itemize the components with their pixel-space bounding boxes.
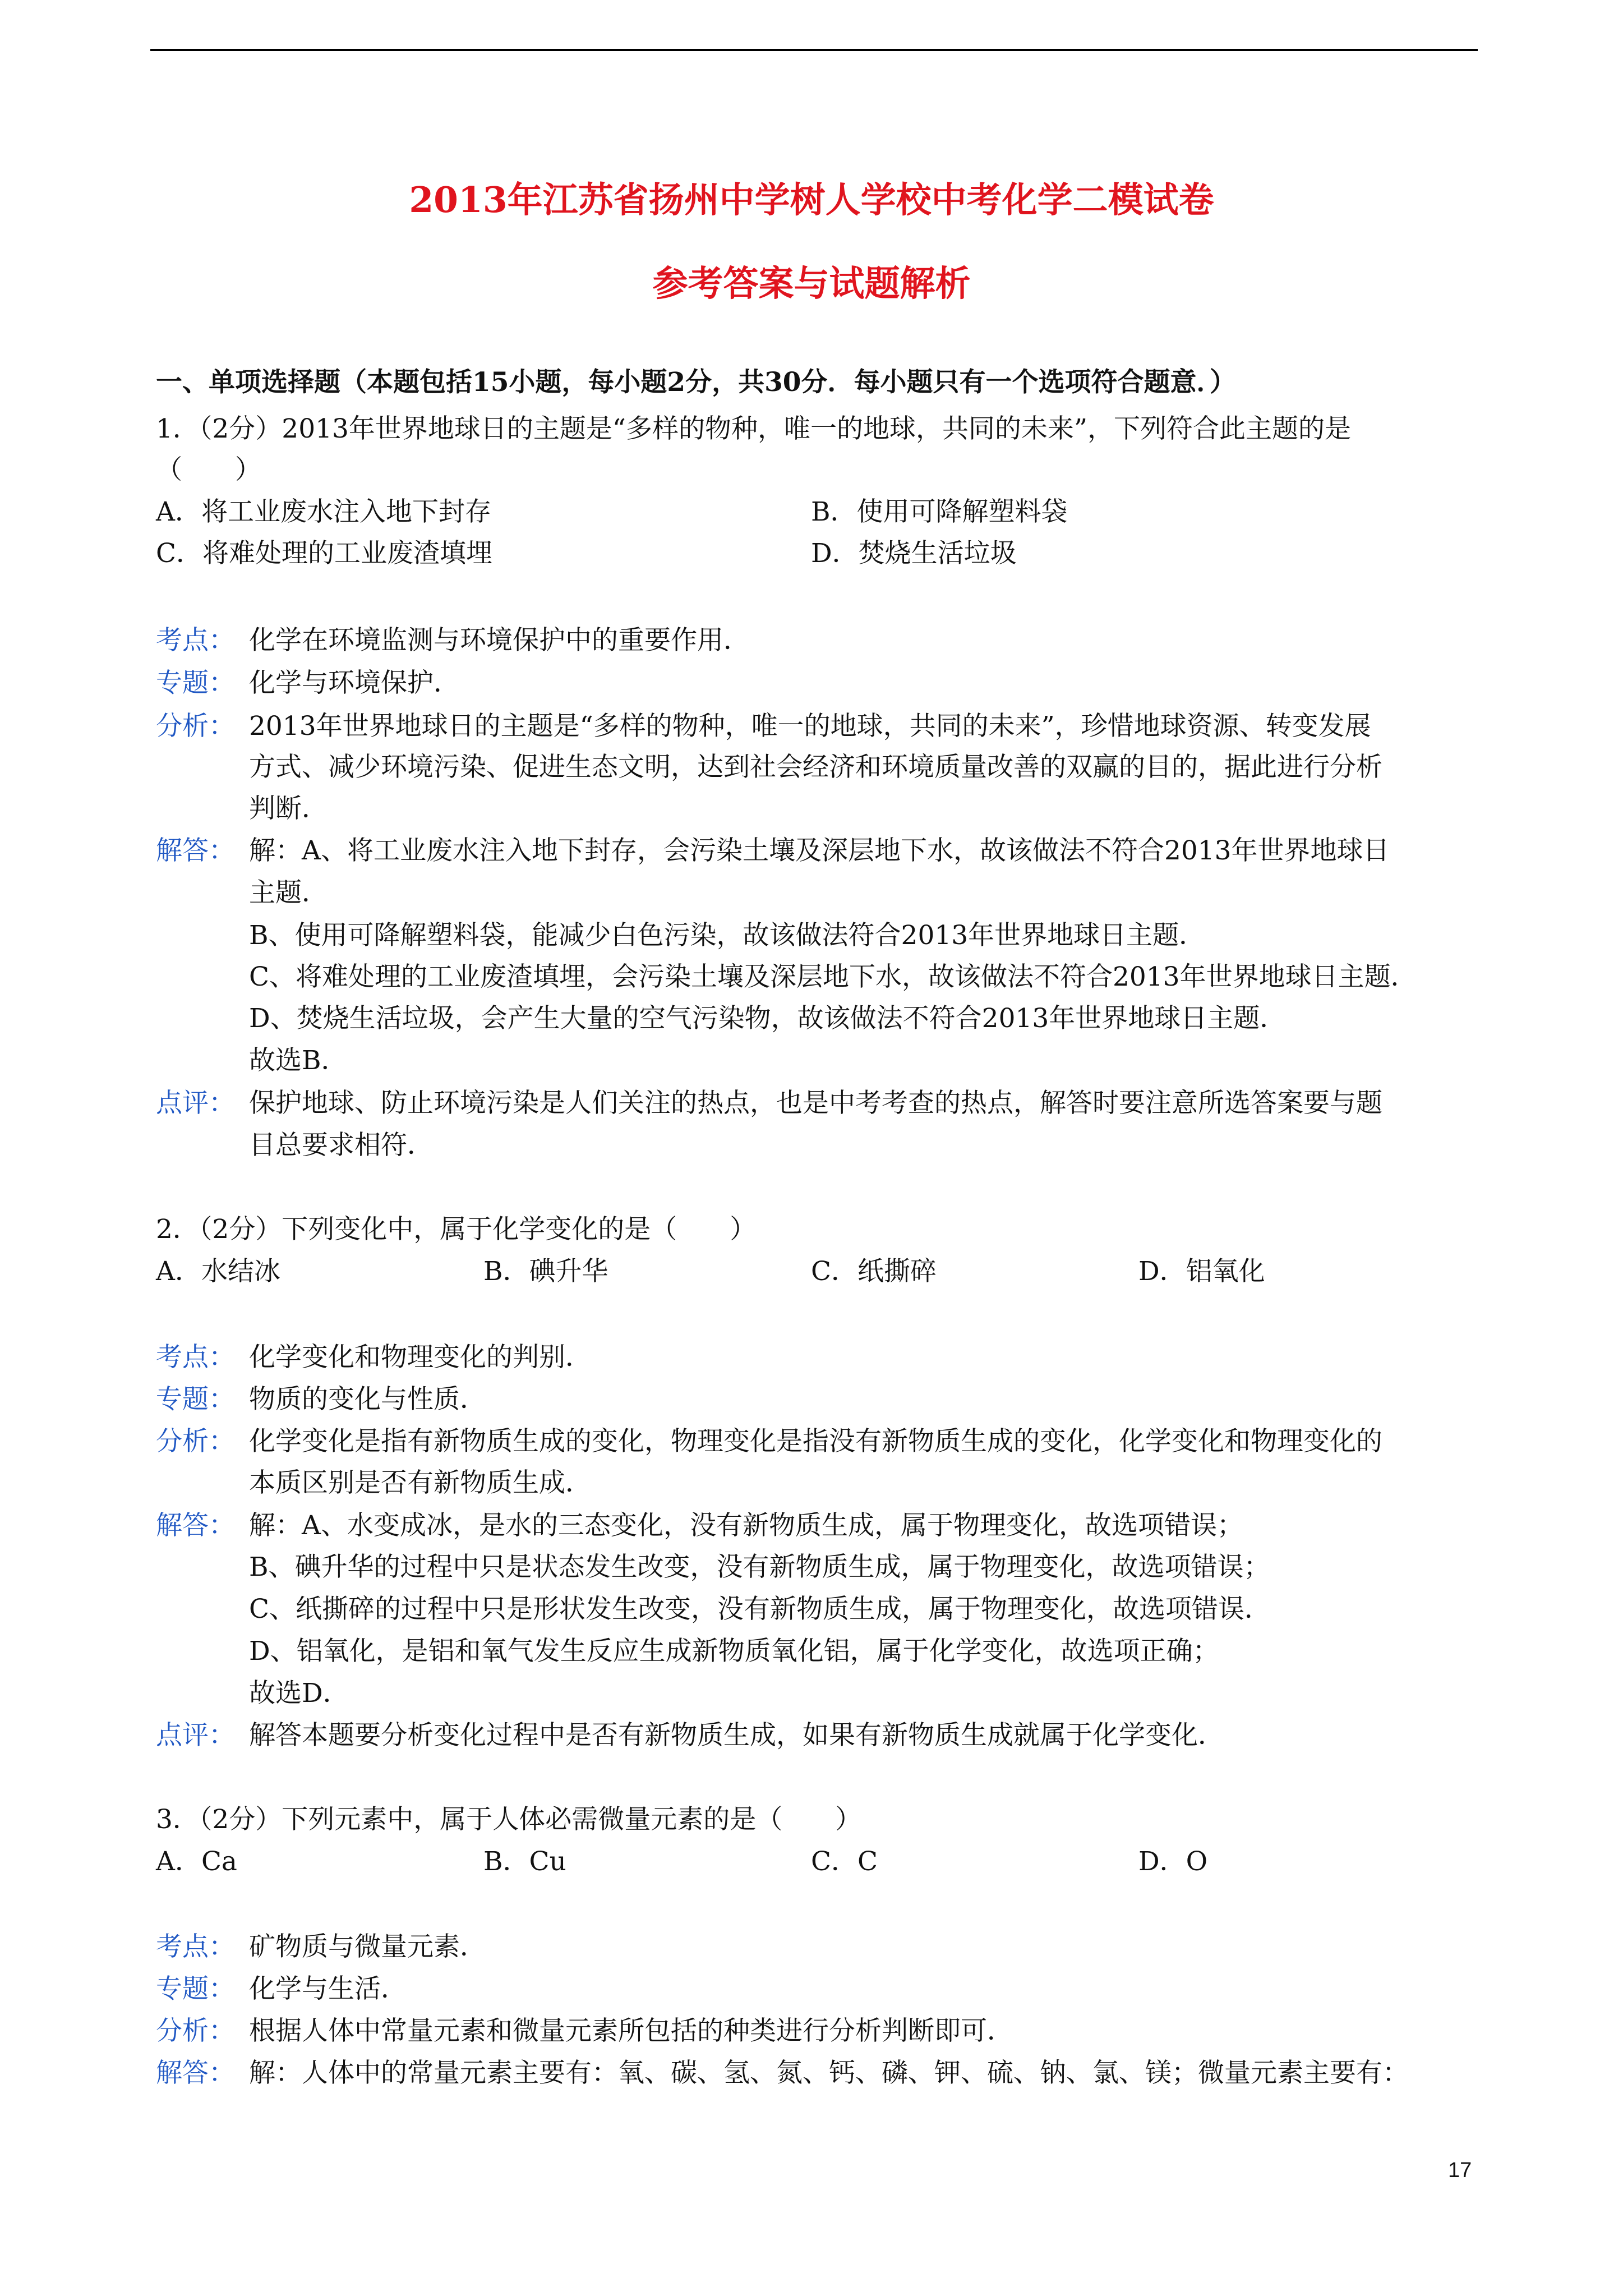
header-rule: [150, 49, 1478, 51]
q2-fenxi-line-2: 本质区别是否有新物质生成．: [249, 1467, 592, 1498]
question-1-stem-paren: （ ）: [156, 454, 261, 485]
q2-fenxi-label: 分析：: [156, 1426, 235, 1457]
q3-kaodian-label: 考点：: [156, 1931, 235, 1962]
question-1-option-a: A．将工业废水注入地下封存: [156, 496, 491, 527]
q1-jieda-line-3: B、使用可降解塑料袋，能减少白色污染，故该做法符合2013年世界地球日主题．: [249, 920, 1206, 951]
q1-jieda-label: 解答：: [156, 835, 235, 866]
question-1-option-b: B．使用可降解塑料袋: [811, 496, 1068, 527]
q1-fenxi-label: 分析：: [156, 711, 235, 742]
question-3-option-d: D．O: [1138, 1846, 1208, 1877]
question-1-option-c: C．将难处理的工业废渣填埋: [156, 538, 492, 569]
question-3-option-c: C．C: [811, 1846, 878, 1877]
q2-zhuanti-text: 物质的变化与性质．: [249, 1384, 486, 1415]
q1-fenxi-line-2: 方式、减少环境污染、促进生态文明，达到社会经济和环境质量改善的双赢的目的，据此进行分析: [249, 752, 1382, 783]
question-2-stem: 2．（2分）下列变化中，属于化学变化的是（ ）: [156, 1214, 757, 1245]
q3-jieda-label: 解答：: [156, 2058, 235, 2088]
q1-fenxi-line-3: 判断．: [249, 793, 328, 824]
q1-jieda-line-2: 主题．: [249, 877, 328, 908]
section-header: 一、单项选择题（本题包括15小题，每小题2分，共30分．每小题只有一个选项符合题意．）: [156, 367, 1237, 398]
question-2-option-b: B．碘升华: [483, 1256, 608, 1287]
q2-kaodian-text: 化学变化和物理变化的判别．: [249, 1342, 592, 1373]
question-1-option-d: D．焚烧生活垃圾: [811, 538, 1017, 569]
question-2-option-a: A．水结冰: [156, 1256, 280, 1287]
q1-jieda-line-6: 故选B．: [249, 1045, 348, 1076]
page-subtitle: 参考答案与试题解析: [652, 263, 971, 304]
q2-jieda-label: 解答：: [156, 1510, 235, 1541]
question-3-option-b: B．Cu: [483, 1846, 566, 1877]
page-title: 2013年江苏省扬州中学树人学校中考化学二模试卷: [409, 179, 1214, 220]
q2-dianping-label: 点评：: [156, 1720, 235, 1751]
q3-jieda-text: 解：人体中的常量元素主要有：氧、碳、氢、氮、钙、磷、钾、硫、钠、氯、镁；微量元素主要有：: [249, 2058, 1409, 2088]
question-1-stem: 1．（2分）2013年世界地球日的主题是“多样的物种，唯一的地球，共同的未来”，下列符合此主题的是: [156, 413, 1351, 444]
q1-zhuanti-label: 专题：: [156, 668, 235, 698]
q1-dianping-line-1: 保护地球、防止环境污染是人们关注的热点，也是中考考查的热点，解答时要注意所选答案要与题: [249, 1088, 1382, 1119]
q2-jieda-line-5: 故选D．: [249, 1678, 349, 1709]
q3-fenxi-text: 根据人体中常量元素和微量元素所包括的种类进行分析判断即可．: [249, 2016, 1013, 2046]
q1-dianping-line-2: 目总要求相符．: [249, 1130, 434, 1161]
q2-zhuanti-label: 专题：: [156, 1384, 235, 1415]
page-number: 17: [1448, 2159, 1472, 2182]
q2-jieda-line-4: D、铝氧化，是铝和氧气发生反应生成新物质氧化铝，属于化学变化，故选项正确；: [249, 1636, 1219, 1667]
q1-jieda-line-1: 解：A、将工业废水注入地下封存，会污染土壤及深层地下水，故该做法不符合2013年世界地球日: [249, 835, 1390, 866]
q2-fenxi-line-1: 化学变化是指有新物质生成的变化，物理变化是指没有新物质生成的变化，化学变化和物理变化的: [249, 1426, 1382, 1457]
q2-jieda-line-2: B、碘升华的过程中只是状态发生改变，没有新物质生成，属于物理变化，故选项错误；: [249, 1552, 1270, 1582]
question-3-stem: 3．（2分）下列元素中，属于人体必需微量元素的是（ ）: [156, 1804, 862, 1835]
q1-zhuanti-text: 化学与环境保护．: [249, 668, 460, 698]
q3-zhuanti-label: 专题：: [156, 1973, 235, 2004]
q2-kaodian-label: 考点：: [156, 1342, 235, 1373]
q1-kaodian-text: 化学在环境监测与环境保护中的重要作用．: [249, 625, 750, 656]
q1-jieda-line-5: D、焚烧生活垃圾，会产生大量的空气污染物，故该做法不符合2013年世界地球日主题．: [249, 1003, 1287, 1034]
q2-jieda-line-1: 解：A、水变成冰，是水的三态变化，没有新物质生成，属于物理变化，故选项错误；: [249, 1510, 1243, 1541]
q2-jieda-line-3: C、纸撕碎的过程中只是形状发生改变，没有新物质生成，属于物理变化，故选项错误．: [249, 1594, 1271, 1625]
q1-jieda-line-4: C、将难处理的工业废渣填埋，会污染土壤及深层地下水，故该做法不符合2013年世界地球日主题．: [249, 961, 1417, 992]
q3-zhuanti-text: 化学与生活．: [249, 1973, 407, 2004]
q1-dianping-label: 点评：: [156, 1088, 235, 1119]
q1-kaodian-label: 考点：: [156, 625, 235, 656]
q1-fenxi-line-1: 2013年世界地球日的主题是“多样的物种，唯一的地球，共同的未来”，珍惜地球资源、转变发展: [249, 711, 1371, 742]
question-2-option-d: D．铝氧化: [1138, 1256, 1265, 1287]
q3-fenxi-label: 分析：: [156, 2016, 235, 2046]
q3-kaodian-text: 矿物质与微量元素．: [249, 1931, 486, 1962]
question-2-option-c: C．纸撕碎: [811, 1256, 937, 1287]
question-3-option-a: A．Ca: [156, 1846, 237, 1877]
q2-dianping-text: 解答本题要分析变化过程中是否有新物质生成，如果有新物质生成就属于化学变化．: [249, 1720, 1224, 1751]
